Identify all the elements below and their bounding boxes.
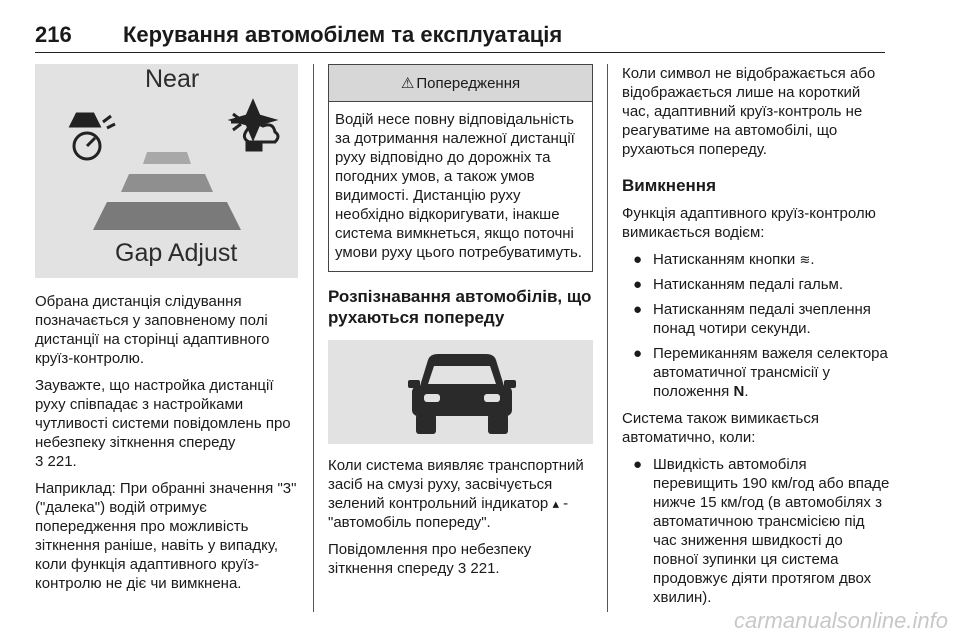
- paragraph: [35, 376, 298, 471]
- warning-text: Водій несе повну відповідальність за дотримання належної дистанції руху відповідно до дорожніх та погодних умов, а також умов видимості. Дистанцію руху необхідно відкоригувати, інакше система вимкнеться, якщо поточні умови руху цього потребуватимуть.: [335, 111, 582, 261]
- bullet-icon: ●: [633, 301, 643, 318]
- bullet-list: [622, 250, 892, 401]
- column-divider: [607, 64, 608, 612]
- page-title: Керування автомобілем та експлуатація: [123, 22, 563, 47]
- cruise-gap-button-icon: ≋: [799, 252, 811, 267]
- warning-header: [329, 65, 592, 102]
- paragraph: Коли символ не відображається або відображається лише на короткий час, адаптивний круїз-контроль не реагуватиме на автомобілі, що рухаються попереду.: [622, 65, 876, 158]
- bullet-icon: ●: [633, 456, 643, 473]
- list-item-text: Натисканням педалі зчеплення понад чотири секунди.: [653, 301, 871, 337]
- warning-icon: ⚠: [400, 75, 415, 92]
- list-item-text: Натисканням педалі гальм.: [653, 276, 844, 293]
- paragraph-text: Зауважте, що настройка дистанції руху співпадає з настройками чутливості системи повідомлень про небезпеку зіткнення спереду: [35, 377, 291, 451]
- watermark: carmanualsonline.info: [733, 608, 948, 633]
- near-label: Near: [145, 65, 200, 93]
- paragraph: Функція адаптивного круїз-контролю вимикається водієм:: [622, 205, 876, 241]
- list-item: [622, 250, 892, 269]
- list-item-text: Натисканням кнопки: [653, 251, 796, 268]
- list-item-text: .: [744, 383, 749, 400]
- page-reference-link[interactable]: 3 221.: [457, 560, 500, 577]
- paragraph: Обрана дистанція слідування позначається у заповненому полі дистанції на сторінці адаптивного круїз-контролю.: [35, 293, 270, 367]
- paragraph-text: - "автомобіль попереду".: [328, 495, 569, 531]
- gap-bar-2: [121, 174, 213, 192]
- list-item-text: Перемиканням важеля селектора автоматичної трансмісії у положення: [653, 345, 888, 400]
- paragraph: [328, 456, 593, 532]
- bullet-icon: ●: [633, 276, 643, 293]
- warning-box: [328, 64, 593, 272]
- section-heading: Вимкнення: [622, 176, 716, 195]
- paragraph-text: Повідомлення про небезпеку зіткнення спереду: [328, 541, 532, 577]
- distance-gauge-icon: [71, 114, 115, 159]
- page-reference-link[interactable]: 3 221.: [35, 453, 77, 470]
- list-item-text: Швидкість автомобіля перевищить 190 км/год або впаде нижче 15 км/год (в автомобілях з автоматичною трансмісією під час зниження швидкості до повної зупинки ця система продовжує діяти протягом двох хвилин).: [653, 456, 890, 606]
- bullet-icon: ●: [633, 251, 643, 268]
- column-divider: [313, 64, 314, 612]
- page-number: 216: [35, 22, 72, 47]
- paragraph: [328, 540, 593, 578]
- column-1: [35, 64, 298, 601]
- car-front-icon: [404, 352, 520, 436]
- list-item: [622, 455, 892, 607]
- paragraph-text: Коли система виявляє транспортний засіб на смузі руху, засвічується зелений контрольний індикатор: [328, 457, 584, 512]
- gap-adjust-label: Gap Adjust: [115, 239, 238, 267]
- paragraph: Наприклад: При обранні значення "3" ("далека") водій отримує попередження про можливість зіткнення раніше, навіть у випадку, коли функція адаптивного круїз-контролю не діє чи вимкнена.: [35, 480, 297, 592]
- gear-position-label: N: [733, 383, 745, 400]
- column-3: [622, 64, 892, 615]
- column-2: [328, 64, 593, 586]
- vehicle-ahead-icon: ▴: [552, 496, 559, 511]
- paragraph: Система також вимикається автоматично, коли:: [622, 410, 819, 446]
- list-item: [622, 344, 892, 401]
- vehicle-ahead-illustration: [328, 340, 593, 444]
- bullet-list: [622, 455, 892, 607]
- list-item: [622, 275, 892, 294]
- list-item: [622, 300, 892, 338]
- section-heading: Розпізнавання автомобілів, що рухаються попереду: [328, 287, 592, 327]
- gap-adjust-illustration: [35, 64, 298, 278]
- bullet-icon: ●: [633, 345, 643, 362]
- list-item-text: .: [810, 251, 815, 268]
- warning-title: Попередження: [416, 75, 521, 92]
- weather-car-icon: [231, 102, 278, 150]
- gap-bar-3: [93, 202, 241, 230]
- gap-bar-1: [143, 152, 191, 164]
- page-header: [35, 22, 885, 53]
